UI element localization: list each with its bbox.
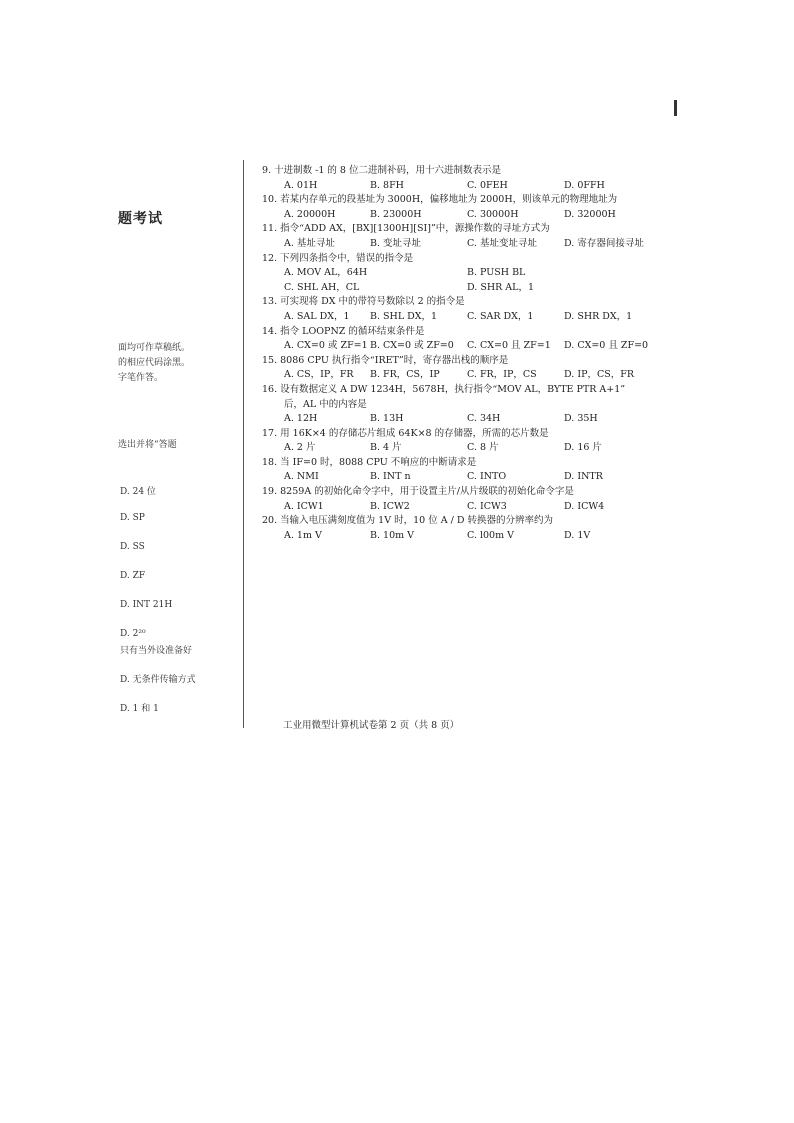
option-a: A. 1m V	[284, 529, 322, 541]
option-c: C. 30000H	[467, 208, 519, 220]
option-c: C. FR，IP，CS	[467, 369, 537, 381]
question-16	[262, 383, 662, 398]
option-a: A. 20000H	[284, 208, 336, 220]
option-a: A. SAL DX，1	[284, 310, 350, 322]
option-b: B. 4 片	[370, 442, 402, 454]
question-18-options	[262, 470, 662, 485]
question-14-options	[262, 339, 662, 354]
question-text: 指令 LOOPNZ 的循环结束条件是	[280, 325, 425, 337]
option-c: C. 0FEH	[467, 179, 508, 191]
option-b: B. CX=0 或 ZF=0	[370, 340, 454, 352]
question-11-options	[262, 237, 662, 252]
option-b: B. PUSH BL	[467, 267, 526, 279]
question-text: 8086 CPU 执行指令“IRET”时，寄存器出栈的顺序是	[280, 354, 509, 366]
left-option-6: D. 2²⁰	[120, 629, 146, 639]
question-text: 用 16K×4 的存储芯片组成 64K×8 的存储器，所需的芯片数是	[280, 427, 549, 439]
option-b: B. 变址寻址	[370, 237, 422, 249]
option-d: D. SHR DX，1	[564, 310, 633, 322]
question-19	[262, 485, 662, 500]
question-text: 当 IF=0 时，8088 CPU 不响应的中断请求是	[280, 456, 477, 468]
question-number: 20.	[262, 515, 278, 527]
question-20-options	[262, 529, 662, 544]
question-number: 15.	[262, 354, 278, 366]
question-17-options	[262, 441, 662, 456]
option-a: A. 2 片	[284, 442, 316, 454]
question-number: 11.	[262, 223, 278, 235]
question-number: 14.	[262, 325, 278, 337]
left-option-4: D. ZF	[120, 571, 146, 581]
question-17	[262, 427, 662, 442]
question-9-options	[262, 179, 662, 194]
option-b: B. INT n	[370, 471, 411, 483]
left-option-8: D. 无条件传输方式	[120, 675, 196, 685]
left-title: 题考试	[118, 211, 163, 227]
question-10	[262, 193, 662, 208]
question-20	[262, 514, 662, 529]
question-text: 十进制数 -1 的 8 位二进制补码，用十六进制数表示是	[274, 165, 501, 176]
question-16-options	[262, 412, 662, 427]
question-9	[262, 164, 662, 179]
option-a: A. CX=0 或 ZF=1	[284, 340, 368, 352]
question-10-options	[262, 208, 662, 223]
question-text: 指令“ADD AX，[BX][1300H][SI]”中，源操作数的寻址方式为	[280, 223, 550, 235]
question-12-options-row-1	[262, 266, 662, 281]
option-c: C. 34H	[467, 413, 501, 425]
option-b: B. ICW2	[370, 500, 410, 512]
left-option-1: D. 24 位	[120, 487, 156, 497]
option-c: C. ICW3	[467, 500, 507, 512]
left-note-3: 字笔作答。	[118, 373, 164, 383]
option-d: D. 16 片	[564, 442, 602, 454]
left-option-3: D. SS	[120, 542, 145, 552]
option-c: C. l00m V	[467, 529, 514, 541]
question-number: 12.	[262, 252, 278, 264]
option-b: B. 10m V	[370, 529, 414, 541]
option-a: A. 01H	[284, 179, 318, 191]
option-c: C. 基址变址寻址	[467, 237, 537, 249]
option-c: C. 8 片	[467, 442, 499, 454]
question-13	[262, 295, 662, 310]
question-11	[262, 222, 662, 237]
page-footer: 工业用微型计算机试卷第 2 页（共 8 页）	[283, 720, 460, 731]
option-a: A. 12H	[284, 413, 318, 425]
left-option-5: D. INT 21H	[120, 600, 173, 610]
option-c: C. INTO	[467, 471, 507, 483]
option-d: D. IP，CS，FR	[564, 369, 634, 381]
question-15	[262, 354, 662, 369]
option-b: B. FR，CS，IP	[370, 369, 440, 381]
option-a: A. ICW1	[284, 500, 324, 512]
option-b: B. 13H	[370, 413, 404, 425]
option-d: D. CX=0 且 ZF=0	[564, 340, 649, 352]
question-number: 19.	[262, 486, 278, 498]
option-b: B. 23000H	[370, 208, 422, 220]
option-c: C. SHL AH，CL	[284, 281, 360, 293]
option-c: C. SAR DX，1	[467, 310, 534, 322]
question-number: 10.	[262, 194, 278, 206]
option-d: D. SHR AL，1	[467, 281, 534, 293]
question-15-options	[262, 368, 662, 383]
question-16-continuation: 后，AL 中的内容是	[284, 398, 367, 410]
option-a: A. CS，IP，FR	[284, 369, 354, 381]
question-number: 17.	[262, 427, 278, 439]
question-12	[262, 252, 662, 267]
question-text: 可实现将 DX 中的带符号数除以 2 的指令是	[280, 296, 465, 308]
question-number: 13.	[262, 296, 278, 308]
question-number: 18.	[262, 456, 278, 468]
question-18	[262, 456, 662, 471]
left-note-2: 的相应代码涂黑。	[118, 358, 191, 368]
question-number: 9.	[262, 165, 272, 176]
question-12-options-row-2	[262, 281, 662, 296]
question-13-options	[262, 310, 662, 325]
left-option-9: D. 1 和 1	[120, 704, 159, 714]
scan-mark	[674, 100, 677, 116]
option-b: B. SHL DX，1	[370, 310, 438, 322]
left-option-7: 只有当外设准备好	[120, 646, 193, 656]
option-d: D. 0FFH	[564, 179, 605, 191]
option-d: D. ICW4	[564, 500, 605, 512]
left-note-1: 面均可作草稿纸。	[118, 343, 191, 353]
option-d: D. 寄存器间接寻址	[564, 237, 644, 249]
question-text: 8259A 的初始化命令字中，用于设置主片/从片级联的初始化命令字是	[280, 486, 574, 498]
option-d: D. 32000H	[564, 208, 616, 220]
question-text: 若某内存单元的段基址为 3000H，偏移地址为 2000H，则该单元的物理地址为	[280, 194, 618, 206]
option-d: D. INTR	[564, 471, 603, 483]
question-14	[262, 325, 662, 340]
left-option-2: D. SP	[120, 513, 145, 523]
option-d: D. 1V	[564, 529, 591, 541]
option-a: A. 基址寻址	[284, 237, 335, 249]
question-19-options	[262, 500, 662, 515]
question-list	[262, 164, 662, 543]
column-divider	[243, 160, 244, 728]
question-text: 设有数据定义 A DW 1234H，5678H，执行指令“MOV AL，BYTE PTR A+1”	[280, 383, 626, 395]
question-number: 16.	[262, 383, 278, 395]
option-a: A. MOV AL，64H	[284, 267, 368, 279]
question-text: 下列四条指令中，错误的指令是	[280, 252, 414, 264]
left-instruction: 选出并将“答题	[118, 440, 177, 450]
option-d: D. 35H	[564, 413, 598, 425]
option-c: C. CX=0 且 ZF=1	[467, 340, 551, 352]
option-b: B. 8FH	[370, 179, 404, 191]
option-a: A. NMI	[284, 471, 319, 483]
left-column	[0, 0, 240, 760]
question-text: 当输入电压满刻度值为 1V 时，10 位 A / D 转换器的分辨率约为	[280, 515, 553, 527]
